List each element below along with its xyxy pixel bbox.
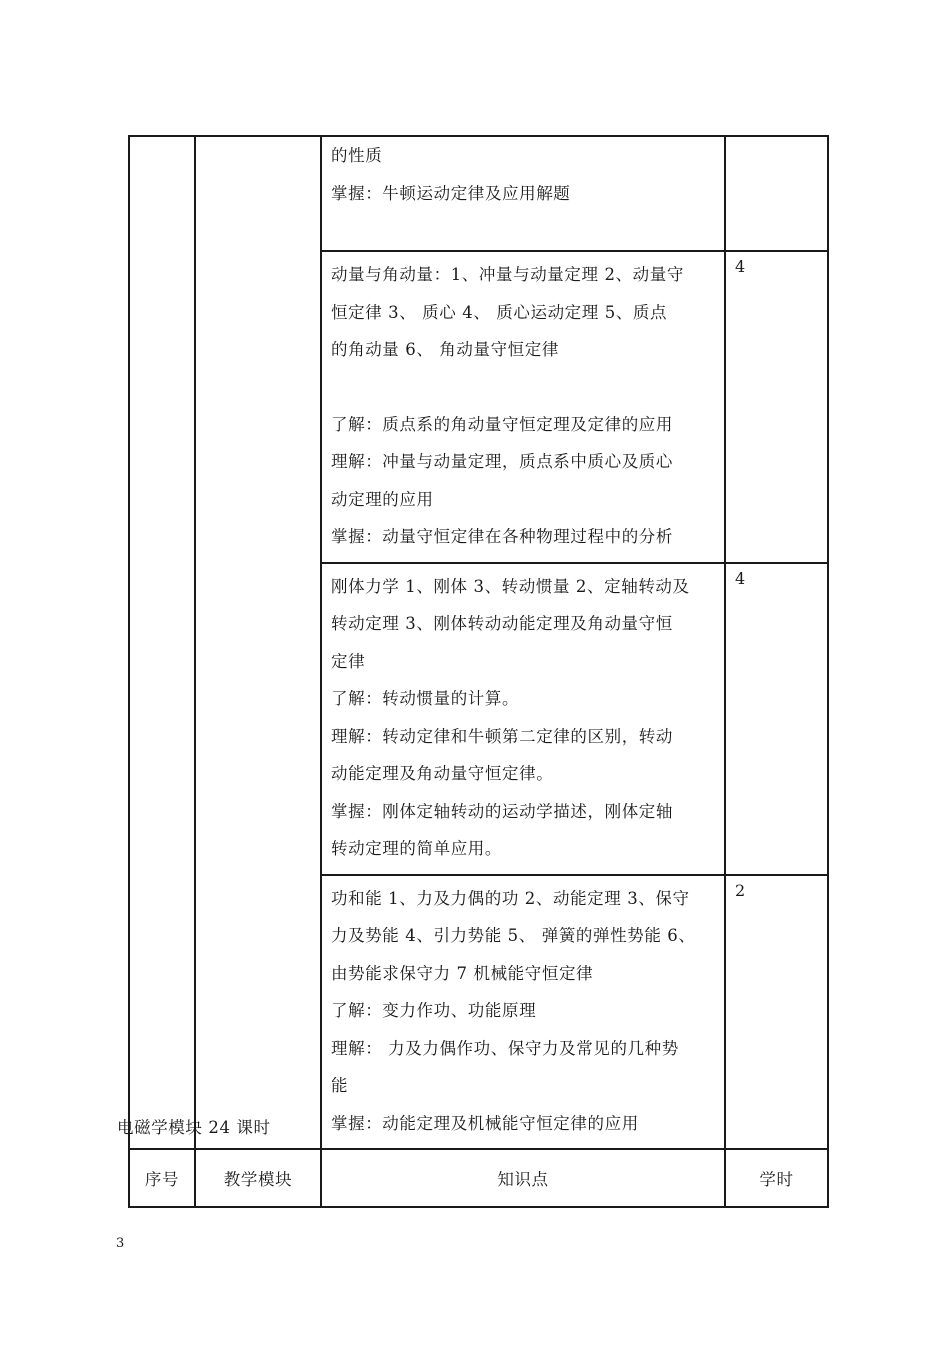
text-line: 恒定律 3、 质心 4、 质心运动定理 5、质点 (331, 302, 668, 322)
text-line: 掌握：牛顿运动定律及应用解题 (331, 183, 571, 203)
text-line: 动能定理及角动量守恒定律。 (331, 764, 554, 783)
table-row (129, 136, 828, 251)
text-line: 动量与角动量：1、冲量与动量定理 2、动量守 (331, 265, 684, 284)
text-line: 定律 (331, 651, 366, 671)
header-module: 教学模块 (195, 1149, 321, 1207)
text-line: 掌握：动量守恒定律在各种物理过程中的分析 (331, 527, 673, 546)
text-line: 能 (331, 1076, 349, 1095)
text-line: 转动定理 3、刚体转动动能定理及角动量守恒 (331, 614, 673, 633)
hours-value: 4 (735, 568, 746, 588)
text-line: 理解：转动定律和牛顿第二定律的区别，转动 (331, 726, 673, 746)
text-line: 由势能求保守力 7 机械能守恒定律 (331, 963, 594, 983)
hours-cell (725, 251, 828, 563)
page-number: 3 (116, 1236, 125, 1251)
knowledge-cell (321, 875, 725, 1150)
text-line: 转动定理的简单应用。 (331, 839, 502, 858)
text-line: 的性质 (331, 146, 383, 165)
knowledge-cell (321, 136, 725, 251)
module-cell (195, 136, 321, 1149)
text-line: 了解：变力作功、功能原理 (331, 1001, 537, 1020)
text-line: 动定理的应用 (331, 489, 434, 509)
text-line: 了解：转动惯量的计算。 (331, 689, 520, 708)
knowledge-cell (321, 251, 725, 563)
hours-cell (725, 136, 828, 251)
header-knowledge: 知识点 (321, 1149, 725, 1207)
hours-cell (725, 563, 828, 875)
text-line: 掌握：动能定理及机械能守恒定律的应用 (331, 1113, 639, 1133)
text-line: 刚体力学 1、刚体 3、转动惯量 2、定轴转动及 (331, 576, 690, 596)
em-module-table (128, 1148, 829, 1208)
text-line: 的角动量 6、 角动量守恒定律 (331, 340, 559, 359)
header-hours: 学时 (725, 1149, 828, 1207)
text-line: 掌握：刚体定轴转动的运动学描述，刚体定轴 (331, 801, 673, 821)
text-line: 力及势能 4、引力势能 5、 弹簧的弹性势能 6、 (331, 926, 696, 945)
hours-value: 2 (735, 880, 746, 900)
text-line: 了解：质点系的角动量守恒定理及定律的应用 (331, 414, 673, 434)
header-seq: 序号 (129, 1149, 195, 1207)
hours-value: 4 (735, 257, 746, 276)
section-caption: 电磁学模块 24 课时 (117, 1118, 271, 1137)
course-table-continued (128, 135, 829, 1150)
knowledge-cell (321, 563, 725, 875)
text-line: 功和能 1、力及力偶的功 2、动能定理 3、保守 (331, 888, 690, 908)
hours-cell (725, 875, 828, 1150)
text-line: 理解：冲量与动量定理，质点系中质心及质心 (331, 452, 673, 471)
seq-cell (129, 136, 195, 1149)
text-line: 理解： 力及力偶作功、保守力及常见的几种势 (331, 1038, 679, 1058)
table-header-row (129, 1149, 828, 1207)
